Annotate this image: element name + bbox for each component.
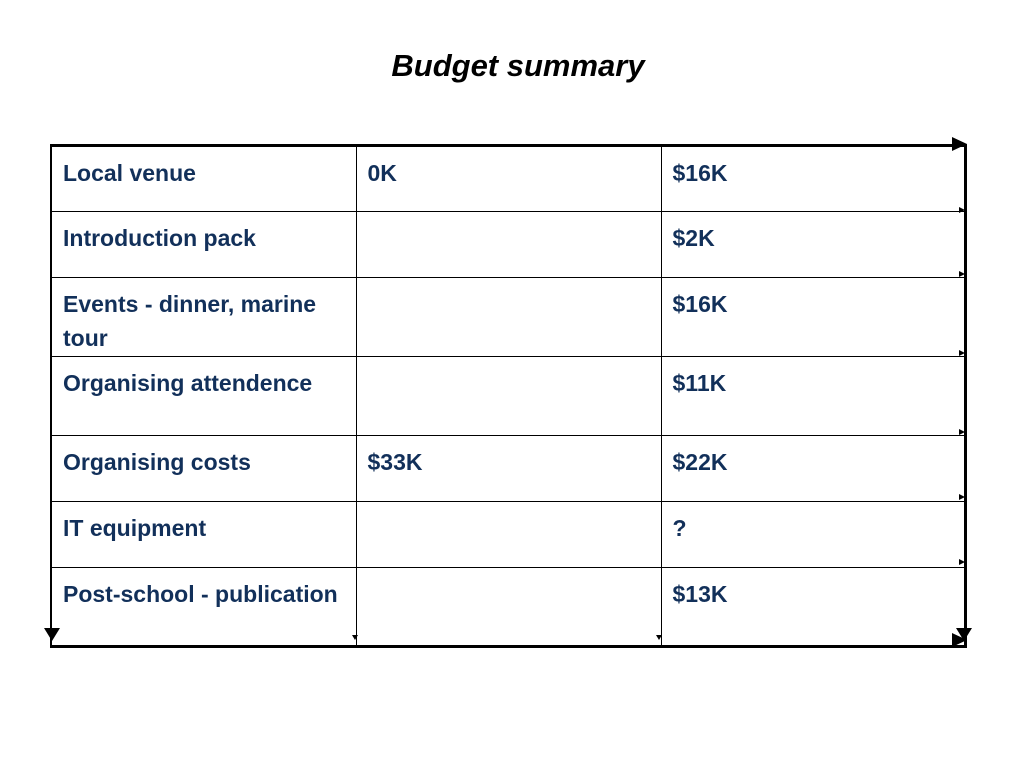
item-cell: Organising attendence (51, 357, 356, 436)
table-row (51, 436, 965, 502)
item-cell: Introduction pack (51, 212, 356, 278)
amount-cell: $16K (661, 146, 965, 212)
table-row (51, 146, 965, 212)
item-cell: Events - dinner, marine tour (51, 278, 356, 357)
slide-title: Budget summary (391, 48, 645, 83)
item-cell: IT equipment (51, 502, 356, 568)
amount-cell: $33K (356, 436, 661, 502)
table-row (51, 212, 965, 278)
budget-table (50, 144, 967, 648)
item-cell: Post-school - publication (51, 568, 356, 647)
table-row (51, 357, 965, 436)
table-row (51, 502, 965, 568)
amount-cell (356, 357, 661, 436)
amount-cell: $22K (661, 436, 965, 502)
amount-cell: ? (661, 502, 965, 568)
table-row (51, 568, 965, 647)
amount-cell (356, 278, 661, 357)
amount-cell: $16K (661, 278, 965, 357)
amount-cell: $11K (661, 357, 965, 436)
budget-table-wrapper (50, 144, 967, 648)
amount-cell: 0K (356, 146, 661, 212)
item-cell: Organising costs (51, 436, 356, 502)
amount-cell (356, 212, 661, 278)
table-row (51, 278, 965, 357)
amount-cell (356, 568, 661, 647)
amount-cell (356, 502, 661, 568)
amount-cell: $2K (661, 212, 965, 278)
amount-cell: $13K (661, 568, 965, 647)
item-cell: Local venue (51, 146, 356, 212)
